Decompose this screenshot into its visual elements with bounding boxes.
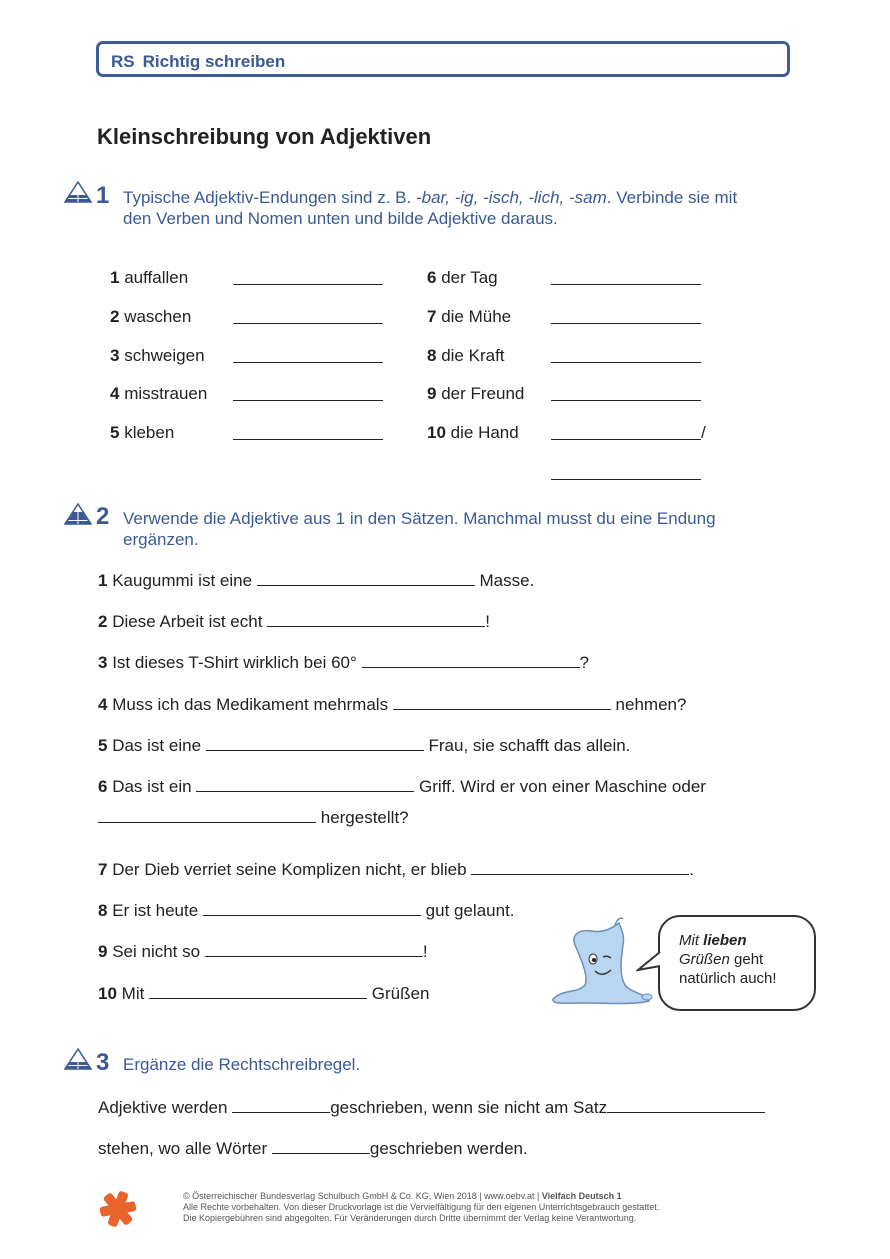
answer-line-5[interactable] [233,439,383,440]
word-item-5: 5 kleben [110,423,175,442]
word-item-9: 9 der Freund [427,384,525,403]
sentence-blank[interactable] [393,695,611,710]
publisher-logo-icon [98,1189,138,1229]
sentence-blank[interactable] [98,808,316,823]
rule-blank[interactable] [272,1139,370,1154]
footer-copyright: © Österreichischer Bundesverlag Schulbuch GmbH & Co. KG, Wien 2018 | www.oebv.at | Vielfach Deutsch 1 Alle Rechte vorbehalten. Von dieser Druckvorlage ist die Vervielfältigung für den eigenen Unterrichtsgebrauch gestattet. Die Kopiergebühren sind abgegolten. Für Veränderungen durch Dritte übernimmt der Verlag keine Verantwortung. [183,1191,660,1223]
header-title: Richtig schreiben [142,52,286,71]
word-item-2: 2 waschen [110,307,192,326]
sentence-3: 3 Ist dieses T-Shirt wirklich bei 60° ? [98,653,589,672]
exercise-1-instruction: Typische Adjektiv-Endungen sind z. B. -bar, -ig, -isch, -lich, -sam. Verbinde sie mit den Verben und Nomen unten und bilde Adjektive daraus. [123,188,738,228]
exercise-2-instruction: Verwende die Adjektive aus 1 in den Sätzen. Manchmal musst du eine Endung ergänzen. [123,509,716,549]
answer-line-10b[interactable] [551,479,701,480]
word-item-8: 8 die Kraft [427,346,505,365]
sentence-blank[interactable] [149,984,367,999]
adjective-endings: -bar, -ig, -isch, -lich, -sam [415,188,607,207]
answer-line-4[interactable] [233,400,383,401]
speech-bubble-tail [636,950,662,976]
word-item-3: 3 schweigen [110,346,205,365]
difficulty-pyramid-icon [64,181,92,203]
sentence-4: 4 Muss ich das Medikament mehrmals nehmen? [98,695,687,714]
header-label [111,52,285,72]
rule-line-2: stehen, wo alle Wörter geschrieben werden. [98,1139,528,1158]
answer-line-6[interactable] [551,284,701,285]
difficulty-pyramid-icon [64,503,92,525]
sentence-blank[interactable] [206,736,424,751]
sentence-blank[interactable] [203,901,421,916]
word-item-10: 10 die Hand [427,423,519,442]
sentence-2: 2 Diese Arbeit ist echt ! [98,612,490,631]
sentence-5: 5 Das ist eine Frau, sie schafft das allein. [98,736,631,755]
header-code: RS [111,52,135,71]
sentence-9: 9 Sei nicht so ! [98,942,428,961]
answer-line-3[interactable] [233,362,383,363]
word-item-6: 6 der Tag [427,268,498,287]
sentence-blank[interactable] [362,653,580,668]
sentence-10: 10 Mit Grüßen [98,984,430,1003]
answer-line-7[interactable] [551,323,701,324]
sentence-blank[interactable] [257,571,475,586]
sentence-8: 8 Er ist heute gut gelaunt. [98,901,515,920]
exercise-3-number: 3 [96,1049,110,1076]
answer-line-2[interactable] [233,323,383,324]
sentence-blank[interactable] [471,860,689,875]
word-item-4: 4 misstrauen [110,384,208,403]
answer-line-9[interactable] [551,400,701,401]
sentence-blank[interactable] [205,942,423,957]
page-title: Kleinschreibung von Adjektiven [97,124,432,149]
rule-blank[interactable] [232,1098,330,1113]
sentence-1: 1 Kaugummi ist eine Masse. [98,571,535,590]
answer-line-8[interactable] [551,362,701,363]
word-item-7: 7 die Mühe [427,307,512,326]
answer-line-1[interactable] [233,284,383,285]
sentence-blank[interactable] [196,777,414,792]
exercise-3-instruction: Ergänze die Rechtschreibregel. [123,1055,361,1074]
sentence-6-continued: hergestellt? [98,808,409,828]
exercise-2-number: 2 [96,503,110,530]
difficulty-pyramid-icon [64,1048,92,1070]
sentence-6: 6 Das ist ein Griff. Wird er von einer Maschine oder [98,777,706,796]
answer-line-10a[interactable] [551,439,701,440]
speech-bubble-text: Mit lieben Grüßen geht natürlich auch! [679,932,777,987]
word-item-1: 1 auffallen [110,268,189,287]
rule-line-1: Adjektive werden geschrieben, wenn sie nicht am Satz [98,1098,765,1118]
exercise-1-number: 1 [96,182,110,209]
rule-blank[interactable] [607,1098,765,1113]
answer-slash: / [701,423,706,442]
sentence-7: 7 Der Dieb verriet seine Komplizen nicht, er blieb . [98,860,694,879]
sentence-blank[interactable] [267,612,485,627]
